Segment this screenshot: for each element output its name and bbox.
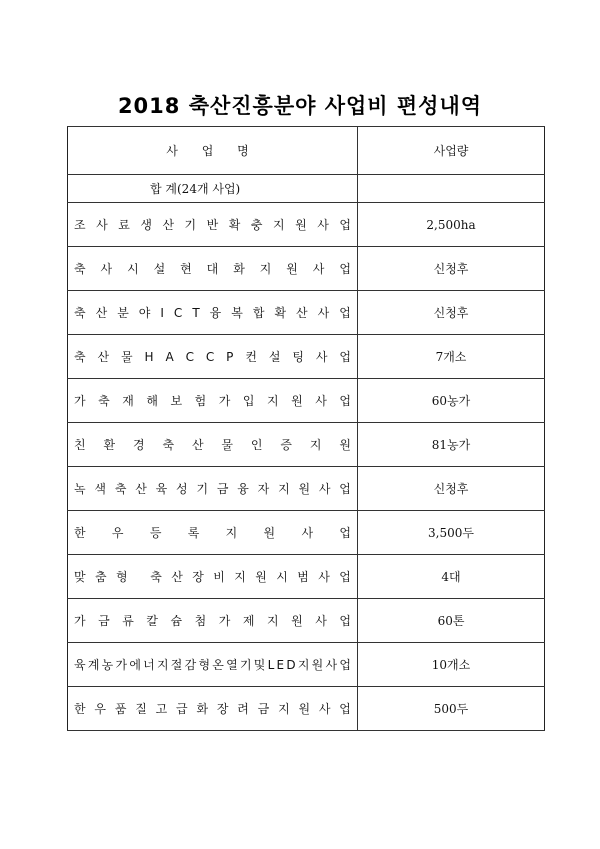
name-char: 급	[176, 702, 188, 716]
name-char: 성	[176, 482, 188, 496]
row-name	[74, 392, 351, 409]
name-char: 물	[221, 438, 234, 452]
name-char: C	[173, 305, 183, 320]
name-char: 우	[111, 526, 124, 540]
name-char: 에	[129, 658, 141, 672]
name-char: 축	[150, 570, 162, 584]
name-char: 가	[218, 394, 231, 408]
name-char: 사	[312, 262, 325, 276]
table-row	[68, 643, 545, 687]
name-char: 친	[74, 438, 86, 452]
row-name	[74, 568, 351, 585]
name-char: 원	[298, 482, 311, 496]
row-quantity: 60톤	[358, 599, 545, 643]
name-char: 슘	[170, 614, 183, 628]
name-char: 산	[171, 570, 183, 584]
name-char: 사	[318, 570, 330, 584]
row-quantity: 4대	[358, 555, 545, 599]
name-char: 기	[184, 218, 197, 232]
name-char: 원	[311, 658, 324, 672]
name-char: 험	[194, 394, 207, 408]
name-char: 업	[339, 658, 351, 672]
row-name-cell	[68, 203, 358, 247]
name-char: 화	[233, 262, 245, 276]
table-row	[68, 599, 545, 643]
name-char: 절	[170, 658, 183, 672]
name-char: I	[160, 305, 164, 320]
name-char: 품	[114, 702, 127, 716]
document-title: 2018 축산진흥분야 사업비 편성내역	[117, 94, 483, 118]
name-char: 융	[237, 482, 249, 496]
name-char: 감	[184, 658, 197, 672]
table-row	[68, 555, 545, 599]
row-quantity: 81농가	[358, 423, 545, 467]
name-char: 계	[87, 658, 100, 672]
row-name	[74, 260, 351, 277]
total-quantity	[358, 175, 545, 203]
name-char: 설	[268, 350, 281, 364]
name-char: 원	[298, 702, 311, 716]
name-char: 등	[149, 526, 162, 540]
name-char: 원	[255, 570, 267, 584]
name-char: 지	[225, 526, 238, 540]
name-char: 산	[191, 438, 204, 452]
name-char: 지	[234, 570, 246, 584]
name-char: 축	[114, 482, 127, 496]
table-row	[68, 467, 545, 511]
name-char: 업	[339, 218, 351, 232]
name-char: 인	[250, 438, 263, 452]
table-header-row	[68, 127, 545, 175]
name-char: 보	[170, 394, 183, 408]
name-char: 려	[237, 702, 249, 716]
name-char: 산	[135, 482, 147, 496]
name-char: 산	[95, 306, 108, 320]
name-char: 증	[280, 438, 292, 452]
name-char: 류	[122, 614, 134, 628]
table-row	[68, 687, 545, 731]
row-quantity: 신청후	[358, 291, 545, 335]
row-name-cell	[68, 643, 358, 687]
name-char: 합	[252, 306, 265, 320]
name-char: 온	[212, 658, 224, 672]
name-char: E	[276, 657, 285, 672]
row-name	[74, 348, 351, 365]
row-name	[74, 612, 351, 629]
name-char: 해	[146, 394, 158, 408]
row-name	[74, 700, 351, 717]
row-name	[74, 436, 351, 453]
name-char: 지	[278, 482, 290, 496]
name-char: 열	[226, 658, 238, 672]
name-char: 팅	[292, 350, 304, 364]
row-name-cell	[68, 379, 358, 423]
name-char: 시	[276, 570, 288, 584]
name-char: 확	[274, 306, 287, 320]
table-row	[68, 291, 545, 335]
row-quantity: 7개소	[358, 335, 545, 379]
name-char: 우	[94, 702, 106, 716]
name-gap	[137, 570, 141, 584]
name-char: 장	[216, 702, 229, 716]
name-char: C	[185, 349, 194, 364]
row-name	[74, 304, 351, 321]
row-quantity: 신청후	[358, 247, 545, 291]
name-char: 지	[309, 438, 322, 452]
name-char: 원	[295, 218, 307, 232]
name-char: 사	[315, 394, 327, 408]
name-char: 너	[143, 658, 155, 672]
name-char: 칼	[146, 614, 158, 628]
name-char: 범	[297, 570, 309, 584]
name-char: 금	[216, 482, 229, 496]
name-char: 형	[198, 658, 211, 672]
row-quantity: 500두	[358, 687, 545, 731]
name-char: 설	[153, 262, 166, 276]
name-char: 록	[187, 526, 200, 540]
name-char: 업	[339, 350, 351, 364]
row-name-cell	[68, 467, 358, 511]
name-char: 반	[206, 218, 219, 232]
name-char: 조	[74, 218, 86, 232]
name-char: 산	[97, 350, 110, 364]
name-char: 경	[132, 438, 145, 452]
name-char: A	[165, 349, 174, 364]
name-char: 업	[339, 526, 351, 540]
name-char: 환	[103, 438, 116, 452]
name-char: 원	[291, 614, 303, 628]
name-char: 고	[155, 702, 168, 716]
name-char: 춤	[95, 570, 107, 584]
name-char: 및	[253, 658, 266, 672]
row-name-cell	[68, 423, 358, 467]
header-business-name: 사 업 명	[68, 127, 358, 175]
name-char: 금	[98, 614, 110, 628]
name-char: 컨	[245, 350, 257, 364]
name-char: 형	[116, 570, 128, 584]
name-char: 사	[317, 218, 329, 232]
name-char: H	[144, 349, 154, 364]
name-char: 업	[339, 614, 351, 628]
row-name	[74, 656, 351, 673]
row-quantity: 신청후	[358, 467, 545, 511]
row-name	[74, 480, 351, 497]
name-char: 가	[115, 658, 128, 672]
name-char: 지	[272, 218, 285, 232]
name-char: 축	[162, 438, 175, 452]
name-char: T	[192, 305, 200, 320]
name-char: 복	[231, 306, 243, 320]
name-char: 업	[339, 394, 351, 408]
name-char: 업	[339, 702, 351, 716]
name-char: 사	[100, 262, 113, 276]
name-char: 원	[339, 438, 351, 452]
name-char: 한	[74, 526, 86, 540]
name-char: 현	[180, 262, 192, 276]
row-name-cell	[68, 599, 358, 643]
name-char: 장	[192, 570, 204, 584]
name-char: 사	[317, 306, 330, 320]
name-char: 축	[74, 262, 86, 276]
name-char: 한	[74, 702, 86, 716]
name-char: 제	[242, 614, 255, 628]
row-name-cell	[68, 555, 358, 599]
name-char: 분	[117, 306, 129, 320]
name-char: 가	[218, 614, 231, 628]
name-char: 업	[339, 570, 351, 584]
name-char: 기	[196, 482, 209, 496]
name-char: 가	[74, 614, 86, 628]
table-row	[68, 203, 545, 247]
name-char: 녹	[74, 482, 86, 496]
name-char: 비	[213, 570, 225, 584]
name-char: 지	[156, 658, 169, 672]
name-char: 시	[127, 262, 139, 276]
row-name	[74, 524, 351, 541]
name-char: 업	[339, 306, 351, 320]
name-char: 원	[286, 262, 298, 276]
name-char: 지	[259, 262, 272, 276]
name-char: C	[205, 349, 215, 364]
name-char: 지	[267, 394, 279, 408]
name-char: 업	[339, 482, 351, 496]
name-char: 사	[96, 218, 108, 232]
name-char: 물	[121, 350, 133, 364]
name-char: 육	[155, 482, 168, 496]
table-row	[68, 335, 545, 379]
row-quantity: 60농가	[358, 379, 545, 423]
name-char: 축	[98, 394, 110, 408]
row-quantity: 3,500두	[358, 511, 545, 555]
name-char: 화	[196, 702, 209, 716]
name-char: 원	[263, 526, 276, 540]
name-char: 입	[242, 394, 255, 408]
name-char: 사	[301, 526, 314, 540]
name-char: 기	[239, 658, 252, 672]
name-char: 사	[318, 482, 331, 496]
name-char: 업	[339, 262, 351, 276]
name-char: 원	[291, 394, 303, 408]
row-quantity: 10개소	[358, 643, 545, 687]
row-quantity: 2,500ha	[358, 203, 545, 247]
name-char: 확	[228, 218, 241, 232]
name-char: 산	[162, 218, 175, 232]
name-char: 산	[296, 306, 308, 320]
name-char: 농	[101, 658, 114, 672]
name-char: 사	[315, 614, 327, 628]
row-name-cell	[68, 687, 358, 731]
name-char: 자	[257, 482, 270, 496]
name-char: 축	[74, 350, 86, 364]
name-char: 첨	[194, 614, 207, 628]
name-char: 육	[74, 658, 86, 672]
name-char: 가	[74, 394, 86, 408]
name-char: 질	[135, 702, 147, 716]
name-char: D	[286, 657, 296, 672]
name-char: 금	[257, 702, 270, 716]
name-char: P	[226, 349, 234, 364]
name-char: 지	[267, 614, 279, 628]
name-char: 융	[209, 306, 222, 320]
table-total-row	[68, 175, 545, 203]
name-char: 축	[74, 306, 86, 320]
name-char: 사	[318, 702, 331, 716]
name-char: L	[267, 657, 275, 672]
name-char: 생	[140, 218, 152, 232]
name-char: 대	[206, 262, 219, 276]
name-char: 맞	[74, 570, 86, 584]
table-row	[68, 511, 545, 555]
table-row	[68, 423, 545, 467]
row-name	[74, 216, 351, 233]
header-quantity: 사업량	[358, 127, 545, 175]
row-name-cell	[68, 247, 358, 291]
name-char: 지	[278, 702, 290, 716]
name-char: 지	[297, 658, 310, 672]
name-char: 야	[138, 306, 151, 320]
table-row	[68, 379, 545, 423]
name-char: 색	[94, 482, 106, 496]
total-label: 합 계(24개 사업)	[68, 175, 358, 203]
row-name-cell	[68, 291, 358, 335]
budget-table	[67, 126, 545, 731]
table-row	[68, 247, 545, 291]
row-name-cell	[68, 511, 358, 555]
name-char: 료	[118, 218, 130, 232]
name-char: 사	[315, 350, 328, 364]
name-char: 충	[250, 218, 263, 232]
name-char: 사	[325, 658, 338, 672]
row-name-cell	[68, 335, 358, 379]
name-char: 재	[122, 394, 134, 408]
